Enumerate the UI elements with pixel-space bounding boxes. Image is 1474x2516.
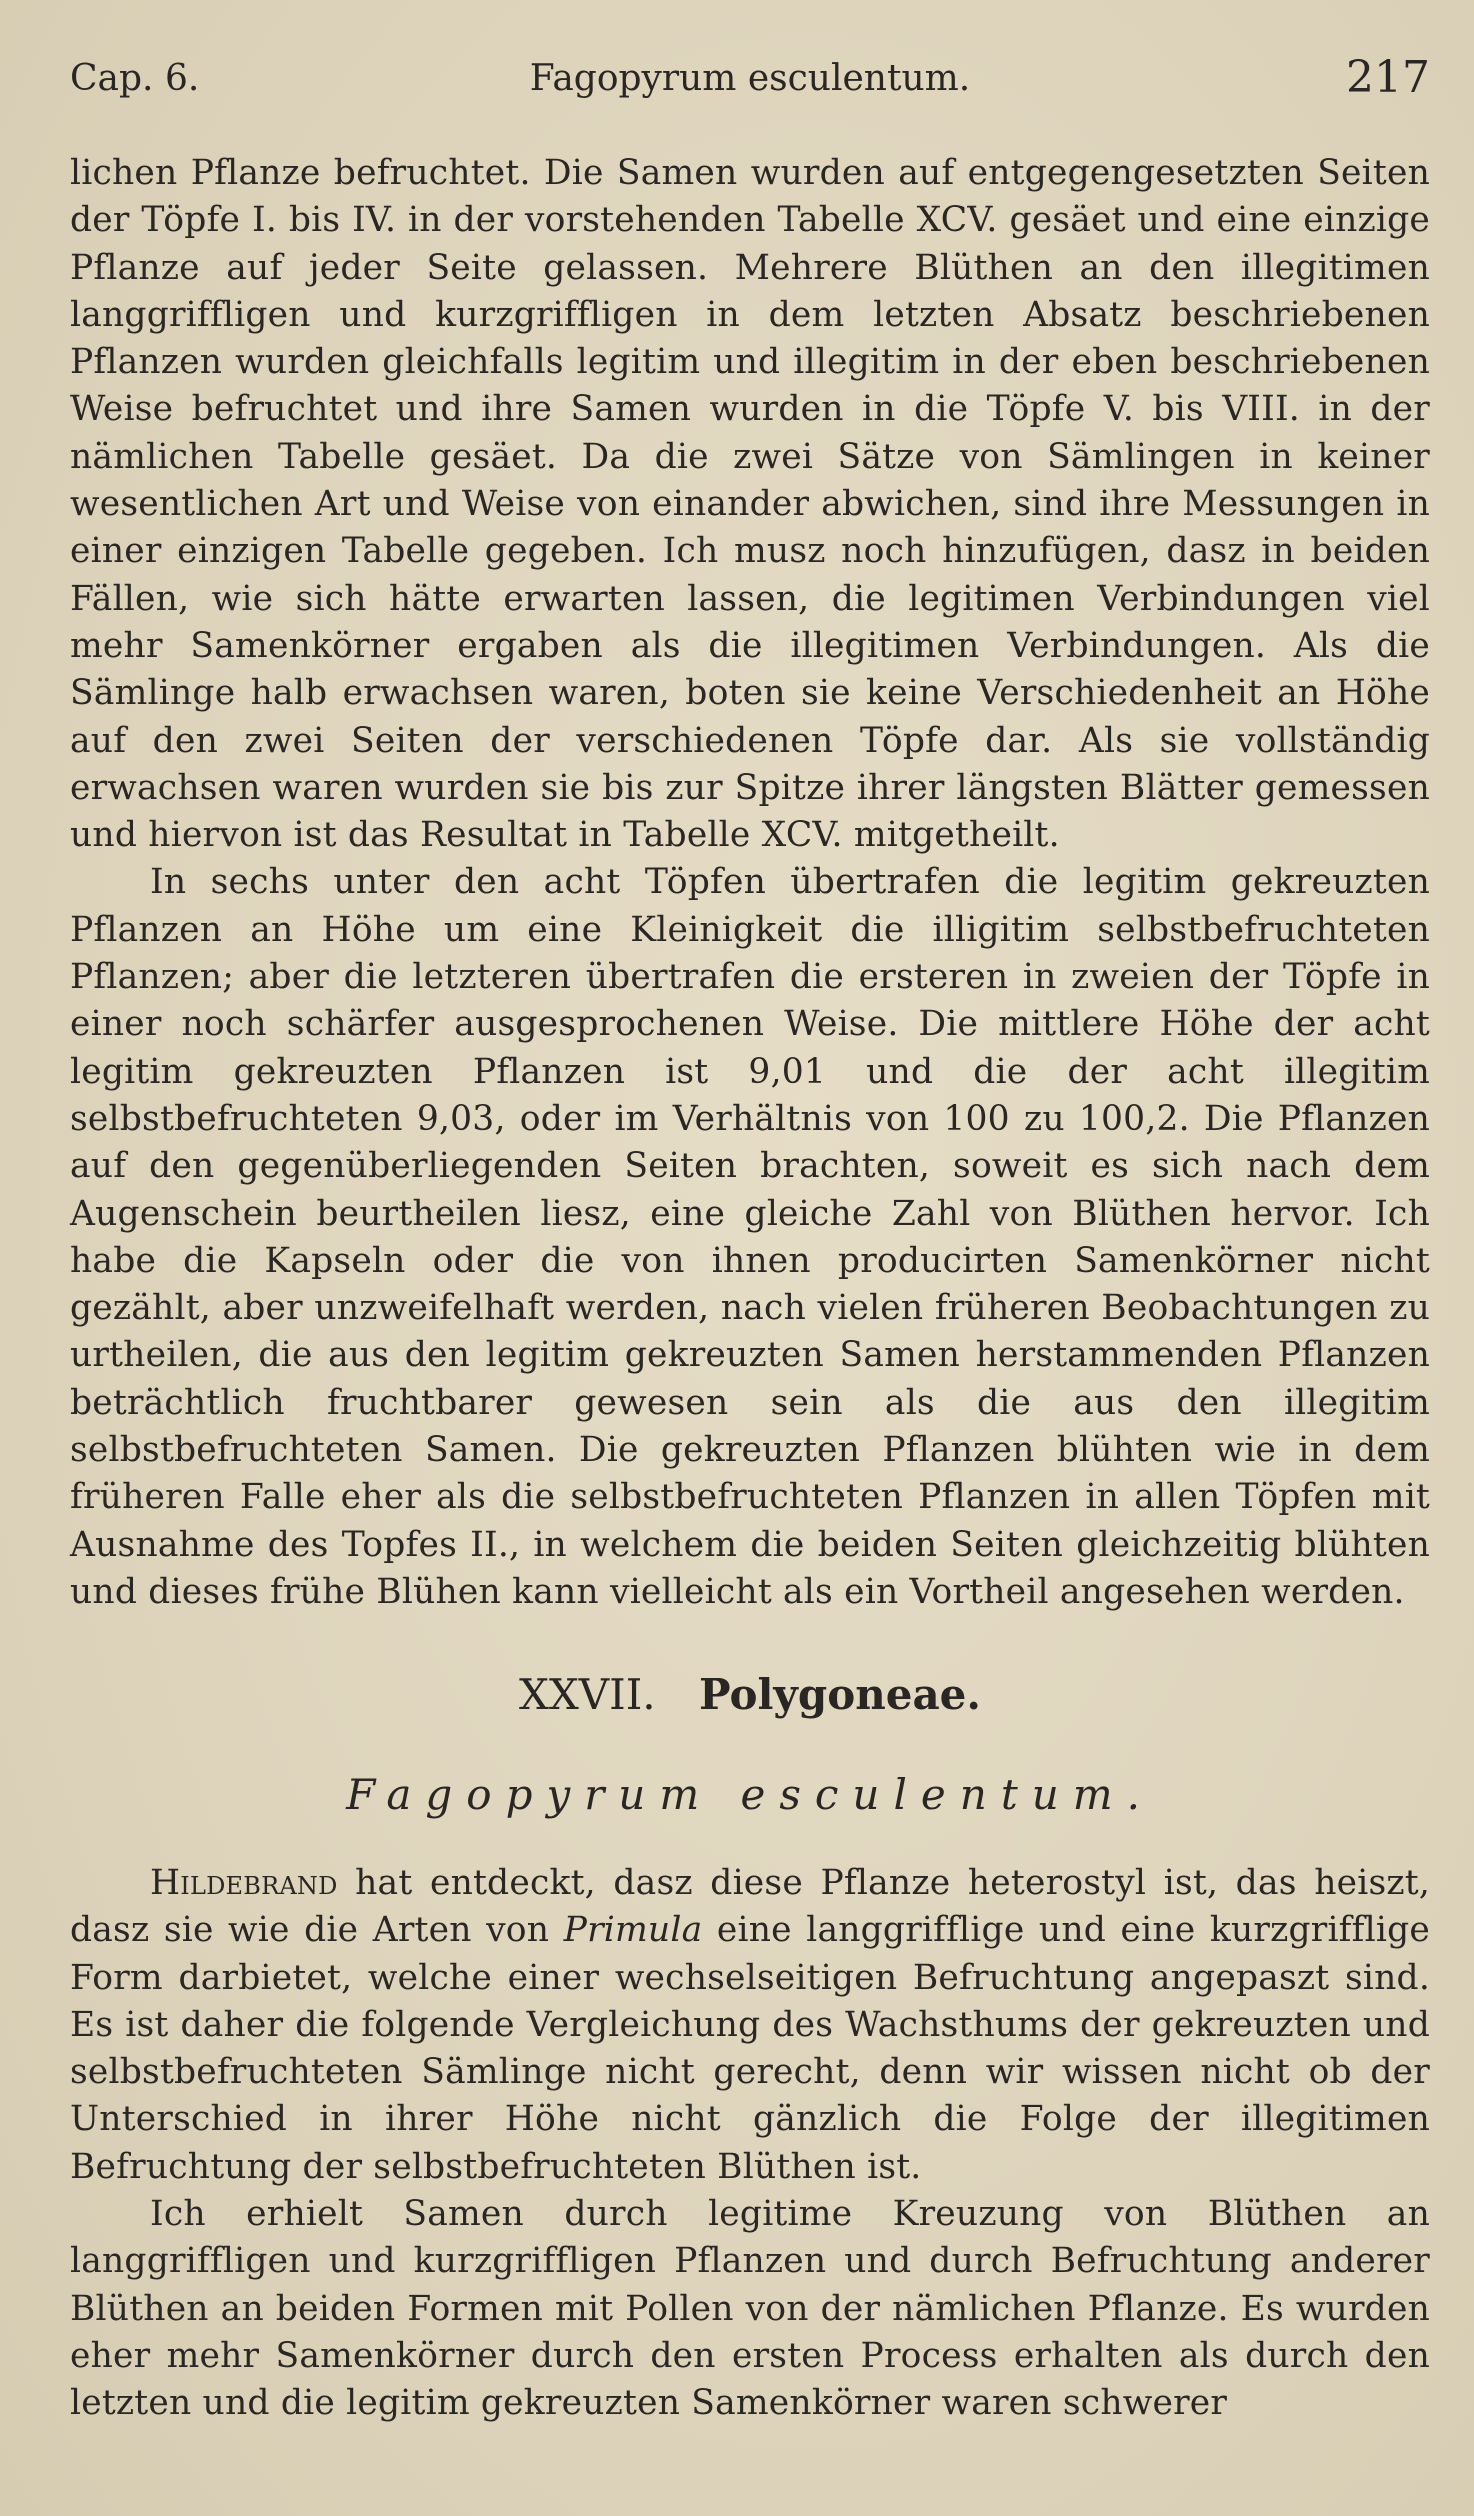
paragraph-text: eine langgrifflige und eine kurzgrifflige Form darbietet, welche einer wechselseitigen Befruchtung angepaszt sind. Es ist daher die folgende Vergleichung des Wachsthums der gekreuzten und selbstbefruchteten Sämlinge nicht gerecht, denn wir wissen nicht ob der Unterschied in ihrer Höhe nicht gänzlich die Folge der illegitimen Befruchtung der selbstbefruchteten Blüthen ist. <box>70 1910 1430 2187</box>
section-number: XXVII. <box>518 1670 656 1719</box>
section-heading <box>70 1670 1430 1719</box>
page-number: 217 <box>1346 52 1430 103</box>
chapter-label: Cap. 6. <box>70 58 200 99</box>
running-header <box>70 52 1430 112</box>
author-name: Hildebrand <box>150 1863 338 1903</box>
paragraph-text: hat entdeckt, dasz diese Pflanze heterostyl ist, das heiszt, dasz sie wie die Arten von <box>70 1863 1430 1951</box>
genus-name: Primula <box>563 1910 703 1951</box>
paragraph <box>70 1860 1430 2191</box>
paragraph: Ich erhielt Samen durch legitime Kreuzung von Blüthen an langgriffligen und kurzgriffligen Pflanzen und durch Befruchtung anderer Blüthen an beiden Formen mit Pollen von der nämlichen Pflanze. Es wurden eher mehr Samenkörner durch den ersten Process erhalten als durch den letzten und die legitim gekreuzten Samenkörner waren schwerer <box>70 2194 1430 2424</box>
body-text-top <box>70 150 1430 1616</box>
section-name: Polygoneae. <box>699 1670 982 1719</box>
paragraph: In sechs unter den acht Töpfen übertrafen die legitim gekreuzten Pflanzen an Höhe um eine Kleinigkeit die illigitim selbstbefruchteten Pflanzen; aber die letzteren übertrafen die ersteren in zweien der Töpfe in einer noch schärfer ausgesprochenen Weise. Die mittlere Höhe der acht legitim gekreuzten Pflanzen ist 9,01 und die der acht illegitim selbstbefruchteten 9,03, oder im Verhältnis von 100 zu 100,2. Die Pflanzen auf den gegenüberliegenden Seiten brachten, soweit es sich nach dem Augenschein beurtheilen liesz, eine gleiche Zahl von Blüthen hervor. Ich habe die Kapseln oder die von ihnen producirten Samenkörner nicht gezählt, aber unzweifelhaft werden, nach vielen früheren Beobachtungen zu urtheilen, die aus den legitim gekreuzten Samen herstammenden Pflanzen beträchtlich fruchtbarer gewesen sein als die aus den illegitim selbstbefruchteten Samen. Die gekreuzten Pflanzen blühten wie in dem früheren Falle eher als die selbstbefruchteten Pflanzen in allen Töpfen mit Ausnahme des Topfes II., in welchem die beiden Seiten gleichzeitig blühten und dieses frühe Blühen kann vielleicht als ein Vortheil angesehen werden. <box>70 862 1430 1612</box>
body-text-bottom <box>70 1860 1430 2428</box>
paragraph: lichen Pflanze befruchtet. Die Samen wurden auf entgegengesetzten Seiten der Töpfe I. bis IV. in der vorstehenden Tabelle XCV. gesäet und eine einzige Pflanze auf jeder Seite gelassen. Mehrere Blüthen an den illegitimen langgriffligen und kurzgriffligen in dem letzten Absatz beschriebenen Pflanzen wurden gleichfalls legitim und illegitim in der eben beschriebenen Weise befruchtet und ihre Samen wurden in die Töpfe V. bis VIII. in der nämlichen Tabelle gesäet. Da die zwei Sätze von Sämlingen in keiner wesentlichen Art und Weise von einander abwichen, sind ihre Messungen in einer einzigen Tabelle gegeben. Ich musz noch hinzufügen, dasz in beiden Fällen, wie sich hätte erwarten lassen, die legitimen Verbindungen viel mehr Samenkörner ergaben als die illegitimen Verbindungen. Als die Sämlinge halb erwachsen waren, boten sie keine Verschiedenheit an Höhe auf den zwei Seiten der verschiedenen Töpfe dar. Als sie vollständig erwachsen waren wurden sie bis zur Spitze ihrer längsten Blätter gemessen und hiervon ist das Resultat in Tabelle XCV. mitgetheilt. <box>70 153 1430 856</box>
running-title: Fagopyrum esculentum. <box>529 58 971 99</box>
species-heading: Fagopyrum esculentum. <box>346 1770 1154 1819</box>
